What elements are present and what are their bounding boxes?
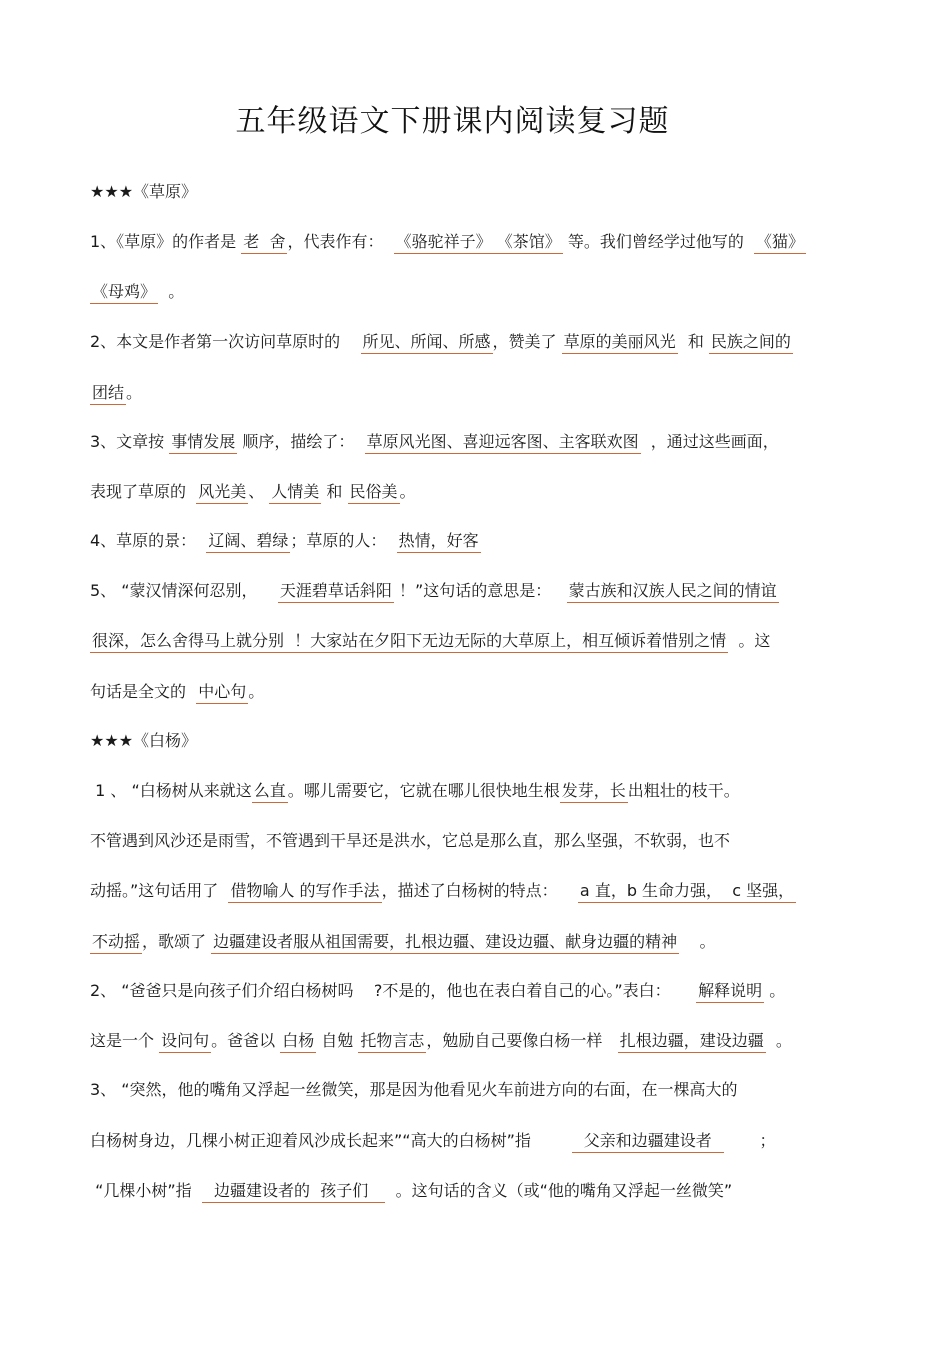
question-text: 。: [765, 1031, 792, 1050]
answer-blank: 中心句: [196, 681, 248, 704]
answer-blank: 借物喻人 的写作手法: [228, 880, 381, 903]
question-text: 。爸爸以: [211, 1031, 281, 1050]
question-text: ，勉励自己要像白杨一样: [426, 1031, 618, 1050]
question-text: 这是一个: [90, 1031, 160, 1050]
answer-blank: 边疆建设者的 孩子们: [202, 1180, 386, 1203]
answer-blank: 发芽，长: [560, 780, 628, 803]
answer-blank: a 直，b 生命力强， c 坚强，: [578, 880, 796, 903]
answer-blank: 事情发展: [169, 431, 237, 454]
question-text: 3、 “突然，他的嘴角又浮起一丝微笑，那是因为他看见火车前进方向的右面，在一棵高大的: [90, 1080, 738, 1099]
answer-blank: 《骆驼祥子》 《茶馆》: [394, 231, 563, 254]
question-text: 。: [399, 482, 416, 501]
question-text: 2、 “爸爸只是向孩子们介绍白杨树吗 ?不是的，他也在表白着自己的心。”表白：: [90, 981, 697, 1000]
question-text: 。这句话的含义（或“他的嘴角又浮起一丝微笑”: [385, 1181, 733, 1200]
answer-blank: 边疆建设者服从祖国需要，扎根边疆、建设边疆、献身边疆的精神: [211, 931, 679, 954]
question-text: 5、 “蒙汉情深何忍别，: [90, 581, 278, 600]
question-text: 和: [677, 332, 709, 351]
answer-blank: 人情美: [269, 481, 321, 504]
question-text: ；草原的人：: [290, 531, 397, 550]
answer-blank: 天涯碧草话斜阳: [278, 580, 394, 603]
text-line: [90, 979, 865, 1003]
question-text: ！”这句话的意思是：: [393, 581, 567, 600]
text-line: [90, 829, 865, 853]
answer-blank: 草原风光图、喜迎远客图、主客联欢图: [365, 431, 641, 454]
answer-blank: 设问句: [159, 1030, 211, 1053]
answer-blank: 团结: [90, 382, 126, 405]
section-heading: ★★★《白杨》: [90, 731, 198, 750]
question-text: 句话是全文的: [90, 682, 197, 701]
text-line: [90, 529, 865, 553]
answer-blank: 白杨: [280, 1030, 316, 1053]
answer-blank: 《猫》: [754, 231, 806, 254]
question-text: ；: [723, 1131, 776, 1150]
answer-blank: 辽阔、碧绿: [206, 530, 290, 553]
text-line: [90, 779, 865, 803]
question-text: 3、文章按: [90, 432, 170, 451]
answer-blank: 么直: [252, 780, 288, 803]
answer-blank: 所见、所闻、所感: [361, 331, 493, 354]
section-heading: ★★★《草原》: [90, 182, 198, 201]
text-line: [90, 1029, 865, 1053]
question-text: 和: [321, 482, 348, 501]
question-text: 、: [248, 482, 270, 501]
answer-blank: 《母鸡》: [90, 281, 158, 304]
question-text: 。这: [728, 631, 771, 650]
answer-blank: 老 舍: [241, 231, 287, 254]
question-text: 出粗壮的枝干。: [627, 781, 740, 800]
question-text: 不管遇到风沙还是雨雪，不管遇到干旱还是洪水，它总是那么直，那么坚强，不软弱，也不: [90, 831, 731, 850]
question-text: ，歌颂了: [142, 932, 212, 951]
answer-blank: 热情，好客: [397, 530, 481, 553]
text-line: [90, 579, 865, 603]
answer-blank: 不动摇: [90, 931, 142, 954]
question-text: 表现了草原的: [90, 482, 197, 501]
question-text: 。: [248, 682, 265, 701]
answer-blank: 民俗美: [348, 481, 400, 504]
question-text: 。: [764, 981, 786, 1000]
question-text: ，通过这些画面，: [640, 432, 779, 451]
answer-blank: 蒙古族和汉族人民之间的情谊: [567, 580, 779, 603]
text-line: [90, 480, 865, 504]
question-text: 等。我们曾经学过他写的: [562, 232, 755, 251]
question-text: 自勉: [316, 1031, 359, 1050]
text-line: [90, 1078, 865, 1102]
question-text: 。: [158, 282, 185, 301]
text-line: [90, 330, 865, 354]
text-line: [90, 629, 865, 653]
question-text: ，赞美了: [492, 332, 562, 351]
answer-blank: 风光美: [196, 481, 248, 504]
question-text: ，代表作有：: [287, 232, 394, 251]
text-line: [90, 1129, 865, 1153]
question-text: 。: [679, 932, 716, 951]
answer-blank: 托物言志: [358, 1030, 426, 1053]
text-line: [90, 430, 865, 454]
answer-blank: 父亲和边疆建设者: [572, 1130, 724, 1153]
answer-blank: 扎根边疆，建设边疆: [618, 1030, 766, 1053]
answer-blank: 草原的美丽风光: [562, 331, 678, 354]
text-line: [90, 680, 865, 704]
question-text: “几棵小树”指: [90, 1181, 202, 1200]
question-text: 1、《草原》的作者是: [90, 232, 242, 251]
text-line: [90, 381, 865, 405]
question-text: 2、本文是作者第一次访问草原时的: [90, 332, 361, 351]
question-text: 动摇。”这句话用了: [90, 881, 229, 900]
question-text: 顺序，描绘了：: [237, 432, 365, 451]
answer-blank: 很深，怎么舍得马上就分别 ！大家站在夕阳下无边无际的大草原上，相互倾诉着惜别之情: [90, 630, 728, 653]
question-text: 4、草原的景：: [90, 531, 207, 550]
answer-blank: 解释说明: [696, 980, 764, 1003]
question-text: 。: [126, 383, 143, 402]
text-line: [90, 1179, 865, 1203]
page-title: 五年级语文下册课内阅读复习题: [235, 104, 670, 139]
question-text: 。哪儿需要它，它就在哪儿很快地生根: [287, 781, 560, 800]
question-text: ，描述了白杨树的特点：: [381, 881, 578, 900]
question-text: 1 、 “白杨树从来就这: [90, 781, 252, 800]
question-text: 白杨树身边，几棵小树正迎着风沙成长起来”“高大的白杨树”指: [90, 1131, 572, 1150]
text-line: [90, 879, 865, 903]
text-line: [90, 280, 865, 304]
text-line: [90, 230, 865, 254]
text-line: [90, 930, 865, 954]
answer-blank: 民族之间的: [709, 331, 793, 354]
